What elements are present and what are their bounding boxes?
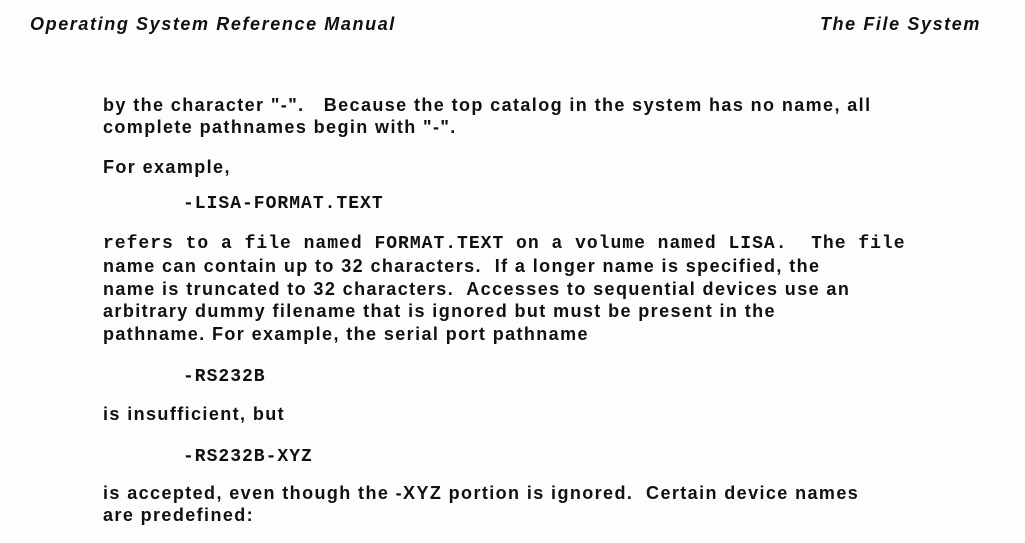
text-line: by the character "-". Because the top catalog in the system has no name, all [103,95,872,115]
text-line-mono: refers to a file named FORMAT.TEXT on a volume named LISA. The file [103,234,906,254]
text-line: arbitrary dummy filename that is ignored but must be present in the [103,301,776,322]
text-line: is insufficient, but [103,404,286,424]
code-pathname-lisa-format [183,193,384,215]
text-line: is accepted, even though the -XYZ portion is ignored. Certain device names [103,483,860,503]
text-line: For example, [103,157,231,177]
paragraph-accepted [103,482,859,527]
code-line: -LISA-FORMAT.TEXT [183,194,384,214]
code-pathname-rs232b [183,366,266,388]
code-line: -RS232B-XYZ [183,447,313,467]
running-header [30,14,981,35]
paragraph-intro [103,94,871,139]
running-header-right: The File System [819,14,981,34]
for-example-label [103,156,231,178]
code-line: -RS232B [183,367,266,387]
text-line: complete pathnames begin with "-". [103,117,457,138]
text-line: name can contain up to 32 characters. If a longer name is specified, the [103,256,821,277]
text-line: name is truncated to 32 characters. Accesses to sequential devices use an [103,278,851,299]
insufficient-label [103,403,285,425]
paragraph-refers [103,233,906,345]
text-line: pathname. For example, the serial port pathname [103,323,589,344]
text-line: are predefined: [103,505,255,526]
code-pathname-rs232b-xyz [183,446,313,468]
running-header-left: Operating System Reference Manual [30,14,396,34]
